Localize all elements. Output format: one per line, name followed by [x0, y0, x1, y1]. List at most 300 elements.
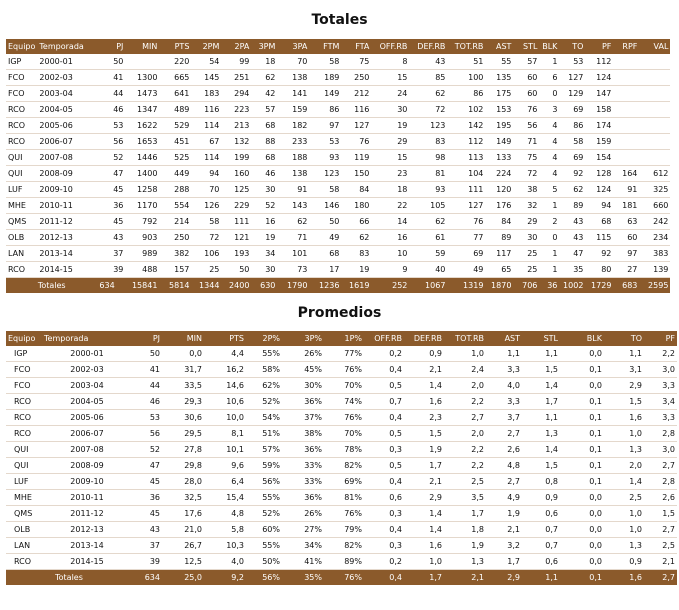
table-cell: 60%: [246, 522, 282, 538]
table-cell: 0,0: [560, 506, 604, 522]
table-cell: 159: [277, 102, 309, 118]
table-cell: 0,1: [560, 410, 604, 426]
table-cell: 10,1: [204, 442, 246, 458]
table-cell: 4,8: [204, 506, 246, 522]
table-cell: 142: [447, 118, 485, 134]
table-cell: [639, 118, 670, 134]
table-cell: MHE: [6, 198, 37, 214]
table-cell: 49: [309, 230, 341, 246]
table-cell: 43: [97, 230, 125, 246]
table-cell: 50: [97, 54, 125, 70]
table-cell: 157: [159, 262, 191, 278]
table-cell: 9: [371, 262, 409, 278]
table-cell: 1473: [125, 86, 159, 102]
table-cell: 133: [485, 150, 513, 166]
table-cell: 1: [539, 246, 559, 262]
table-cell: 2009-10: [42, 474, 132, 490]
table-cell: QUI: [6, 458, 42, 474]
table-cell: 76: [341, 134, 371, 150]
table-cell: 36: [132, 490, 162, 506]
table-cell: 63: [613, 214, 639, 230]
table-cell: 2005-06: [42, 410, 132, 426]
table-cell: 58: [191, 214, 221, 230]
column-header: MIN: [125, 39, 159, 54]
table-cell: 29,3: [162, 394, 204, 410]
table-row: [6, 198, 670, 214]
table-cell: RCO: [6, 102, 37, 118]
table-cell: LUF: [6, 474, 42, 490]
table-cell: 19: [371, 118, 409, 134]
table-cell: 4,8: [486, 458, 522, 474]
table-cell: 30: [251, 182, 277, 198]
table-cell: 116: [191, 102, 221, 118]
table-cell: 1622: [125, 118, 159, 134]
table-cell: 32,5: [162, 490, 204, 506]
table-cell: 16,2: [204, 362, 246, 378]
table-cell: RCO: [6, 554, 42, 570]
table-cell: 2,3: [404, 410, 444, 426]
table-cell: 47: [559, 246, 585, 262]
table-cell: 69%: [324, 474, 364, 490]
table-cell: 22: [371, 198, 409, 214]
table-cell: 2,4: [444, 362, 486, 378]
table-cell: 0,9: [404, 346, 444, 362]
table-cell: 45%: [282, 362, 324, 378]
table-cell: 19: [341, 262, 371, 278]
table-cell: 128: [585, 166, 613, 182]
table-cell: 94: [585, 198, 613, 214]
table-cell: 62: [409, 86, 447, 102]
table-cell: 42: [251, 86, 277, 102]
table-cell: 1,4: [404, 378, 444, 394]
table-cell: 30,6: [162, 410, 204, 426]
table-cell: 45: [132, 506, 162, 522]
table-cell: 2012-13: [37, 230, 97, 246]
table-cell: 71: [277, 230, 309, 246]
table-cell: 84: [485, 214, 513, 230]
table-cell: 4,0: [204, 554, 246, 570]
footer-cell: 56%: [246, 570, 282, 586]
table-cell: 1,0: [444, 346, 486, 362]
table-cell: 88: [251, 134, 277, 150]
table-cell: 25: [513, 262, 539, 278]
footer-cell: 252: [371, 278, 409, 294]
table-cell: 127: [447, 198, 485, 214]
table-cell: 3,5: [444, 490, 486, 506]
table-cell: 2,1: [644, 554, 677, 570]
table-row: [6, 362, 677, 378]
table-cell: [613, 54, 639, 70]
table-cell: 86: [559, 118, 585, 134]
table-cell: 39: [97, 262, 125, 278]
footer-cell: 2,7: [644, 570, 677, 586]
table-cell: 14: [371, 214, 409, 230]
table-cell: 43: [559, 214, 585, 230]
table-cell: 449: [159, 166, 191, 182]
table-row: [6, 102, 670, 118]
table-cell: 111: [447, 182, 485, 198]
column-header: AST: [485, 39, 513, 54]
table-cell: 2,5: [604, 490, 644, 506]
table-cell: 70%: [324, 426, 364, 442]
table-cell: 69: [559, 150, 585, 166]
table-cell: 1,5: [604, 394, 644, 410]
table-row: [6, 118, 670, 134]
table-cell: 94: [191, 166, 221, 182]
table-cell: 54: [191, 54, 221, 70]
table-cell: 31,7: [162, 362, 204, 378]
table-cell: 4: [539, 118, 559, 134]
table-cell: 45: [97, 182, 125, 198]
table-cell: 76%: [324, 410, 364, 426]
table-cell: 792: [125, 214, 159, 230]
table-cell: 3,2: [486, 538, 522, 554]
footer-cell: 25,0: [162, 570, 204, 586]
table-cell: 2,7: [644, 458, 677, 474]
footer-cell: 1319: [447, 278, 485, 294]
column-header: OFF.RB: [364, 331, 404, 346]
table-cell: LUF: [6, 182, 37, 198]
table-cell: IGP: [6, 346, 42, 362]
table-cell: 4: [539, 134, 559, 150]
table-cell: 19: [251, 230, 277, 246]
table-cell: 0,1: [560, 394, 604, 410]
table-cell: QMS: [6, 214, 37, 230]
table-cell: 18: [371, 182, 409, 198]
table-cell: 55%: [246, 490, 282, 506]
table-cell: 233: [277, 134, 309, 150]
column-header: DEF.RB: [404, 331, 444, 346]
table-cell: 1,0: [604, 506, 644, 522]
table-cell: 92: [559, 166, 585, 182]
table-cell: 72: [513, 166, 539, 182]
table-cell: 15,4: [204, 490, 246, 506]
footer-cell: 683: [613, 278, 639, 294]
table-cell: 9,6: [204, 458, 246, 474]
table-cell: 153: [485, 102, 513, 118]
table-cell: 55: [485, 54, 513, 70]
table-cell: [125, 54, 159, 70]
table-cell: 0,9: [604, 554, 644, 570]
table-cell: 86: [447, 86, 485, 102]
table-cell: 18: [251, 54, 277, 70]
table-cell: 4: [539, 150, 559, 166]
table-cell: 51: [447, 54, 485, 70]
table-cell: 1: [539, 198, 559, 214]
table-cell: 5: [539, 182, 559, 198]
table-cell: 135: [485, 70, 513, 86]
table-cell: 0,5: [364, 426, 404, 442]
column-header: VAL: [639, 39, 670, 54]
table-cell: 1: [539, 54, 559, 70]
table-cell: 82%: [324, 538, 364, 554]
table-cell: 2,7: [644, 522, 677, 538]
table-cell: 16: [371, 230, 409, 246]
table-cell: 189: [309, 70, 341, 86]
footer-cell: 2,1: [444, 570, 486, 586]
table-cell: 1,9: [404, 442, 444, 458]
table-cell: 1653: [125, 134, 159, 150]
table-cell: 0,5: [364, 378, 404, 394]
table-cell: 2013-14: [42, 538, 132, 554]
table-cell: 124: [585, 182, 613, 198]
table-cell: 4,0: [486, 378, 522, 394]
column-header: PF: [644, 331, 677, 346]
table-cell: 0,7: [522, 538, 560, 554]
table-cell: 119: [341, 150, 371, 166]
promedios-header-row: [6, 331, 677, 346]
table-cell: 1,5: [522, 458, 560, 474]
table-cell: 132: [221, 134, 251, 150]
table-cell: 0,4: [364, 410, 404, 426]
table-cell: 75: [341, 54, 371, 70]
table-cell: FCO: [6, 362, 42, 378]
table-cell: 525: [159, 150, 191, 166]
table-cell: 71: [513, 134, 539, 150]
footer-cell: 706: [513, 278, 539, 294]
table-cell: 45: [132, 474, 162, 490]
table-cell: 1: [539, 262, 559, 278]
table-cell: 116: [341, 102, 371, 118]
table-row: [6, 506, 677, 522]
table-cell: 106: [191, 246, 221, 262]
table-cell: 50: [309, 214, 341, 230]
table-cell: 104: [447, 166, 485, 182]
table-cell: 89: [559, 198, 585, 214]
totales-header-row: [6, 39, 670, 54]
column-header: PTS: [204, 331, 246, 346]
table-cell: 2003-04: [42, 378, 132, 394]
table-cell: OLB: [6, 522, 42, 538]
table-cell: 23: [371, 166, 409, 182]
table-cell: QMS: [6, 506, 42, 522]
table-cell: 33%: [282, 458, 324, 474]
footer-cell: 1344: [191, 278, 221, 294]
table-cell: 1,4: [404, 506, 444, 522]
table-cell: 383: [639, 246, 670, 262]
table-cell: 69: [447, 246, 485, 262]
table-cell: 2,0: [444, 426, 486, 442]
table-cell: 1,7: [486, 554, 522, 570]
table-cell: 2,6: [486, 442, 522, 458]
table-cell: 234: [639, 230, 670, 246]
table-cell: 28,0: [162, 474, 204, 490]
footer-cell: 0,4: [364, 570, 404, 586]
table-row: [6, 346, 677, 362]
table-cell: 81: [409, 166, 447, 182]
table-cell: 0: [539, 86, 559, 102]
table-cell: [613, 118, 639, 134]
table-cell: 44: [97, 86, 125, 102]
table-cell: 12,5: [162, 554, 204, 570]
table-cell: 83: [341, 246, 371, 262]
table-cell: 183: [191, 86, 221, 102]
table-cell: 3,0: [644, 442, 677, 458]
table-cell: 164: [613, 166, 639, 182]
table-cell: 75: [513, 150, 539, 166]
table-cell: 154: [585, 150, 613, 166]
footer-cell: 15841: [125, 278, 159, 294]
table-cell: 120: [485, 182, 513, 198]
table-cell: 89: [485, 230, 513, 246]
table-cell: 46: [251, 166, 277, 182]
table-cell: [639, 102, 670, 118]
promedios-footer-row: [6, 570, 677, 586]
table-cell: 0,0: [560, 554, 604, 570]
footer-cell: 1,6: [604, 570, 644, 586]
table-cell: 3,3: [486, 394, 522, 410]
table-cell: 989: [125, 246, 159, 262]
totales-title: Totales: [311, 12, 368, 28]
table-cell: 68: [309, 246, 341, 262]
table-cell: 58: [309, 182, 341, 198]
table-cell: [639, 134, 670, 150]
table-cell: 102: [447, 102, 485, 118]
table-cell: 0,7: [522, 522, 560, 538]
table-cell: QUI: [6, 442, 42, 458]
footer-cell: 2400: [221, 278, 251, 294]
table-cell: 50: [221, 262, 251, 278]
table-cell: 1,3: [522, 426, 560, 442]
table-cell: [613, 102, 639, 118]
table-cell: 6,4: [204, 474, 246, 490]
table-cell: 56: [97, 134, 125, 150]
table-cell: 10: [371, 246, 409, 262]
table-cell: 2,8: [644, 426, 677, 442]
table-cell: 53: [309, 134, 341, 150]
table-cell: 34%: [282, 538, 324, 554]
table-cell: 93: [309, 150, 341, 166]
table-cell: 242: [639, 214, 670, 230]
table-cell: 1,5: [404, 426, 444, 442]
totales-footer-row: [6, 278, 670, 294]
table-cell: 2012-13: [42, 522, 132, 538]
table-cell: 193: [221, 246, 251, 262]
table-cell: 35: [559, 262, 585, 278]
table-cell: 68: [251, 118, 277, 134]
table-cell: 2014-15: [42, 554, 132, 570]
table-cell: 3,7: [486, 410, 522, 426]
table-cell: 97: [309, 118, 341, 134]
footer-cell: 0,1: [560, 570, 604, 586]
table-cell: 176: [485, 198, 513, 214]
table-cell: 62: [409, 214, 447, 230]
table-cell: 38%: [282, 426, 324, 442]
table-cell: 2,2: [644, 346, 677, 362]
table-cell: 1,9: [444, 538, 486, 554]
table-cell: [639, 70, 670, 86]
table-cell: IGP: [6, 54, 37, 70]
table-cell: 1,1: [522, 410, 560, 426]
table-cell: 488: [125, 262, 159, 278]
table-cell: 2008-09: [37, 166, 97, 182]
column-header: 2PA: [221, 39, 251, 54]
footer-cell: 1,1: [522, 570, 560, 586]
table-cell: 180: [341, 198, 371, 214]
table-cell: 1,6: [404, 394, 444, 410]
table-cell: 1,1: [486, 346, 522, 362]
table-cell: 68: [251, 150, 277, 166]
column-header: PJ: [132, 331, 162, 346]
table-cell: 1,3: [604, 538, 644, 554]
table-cell: 150: [341, 166, 371, 182]
table-cell: FCO: [6, 378, 42, 394]
table-cell: 62: [277, 214, 309, 230]
table-cell: 3,3: [644, 378, 677, 394]
table-cell: 29,5: [162, 426, 204, 442]
footer-label: Totales: [6, 570, 132, 586]
table-cell: 27: [613, 262, 639, 278]
table-cell: 39: [132, 554, 162, 570]
column-header: 3PM: [251, 39, 277, 54]
table-cell: 85: [409, 70, 447, 86]
table-cell: 146: [309, 198, 341, 214]
table-cell: 29: [371, 134, 409, 150]
table-cell: 2,7: [486, 474, 522, 490]
table-cell: 10,6: [204, 394, 246, 410]
table-cell: 294: [221, 86, 251, 102]
footer-cell: 1002: [559, 278, 585, 294]
table-row: [6, 426, 677, 442]
table-row: [6, 394, 677, 410]
table-cell: 53: [559, 54, 585, 70]
table-cell: 29: [513, 214, 539, 230]
table-cell: 2,1: [486, 522, 522, 538]
table-cell: 30: [251, 262, 277, 278]
table-cell: 1,4: [404, 522, 444, 538]
table-cell: 127: [559, 70, 585, 86]
table-row: [6, 410, 677, 426]
table-cell: 98: [409, 150, 447, 166]
table-cell: 1,7: [444, 506, 486, 522]
table-cell: 34: [251, 246, 277, 262]
table-cell: 4,9: [486, 490, 522, 506]
table-cell: 2007-08: [42, 442, 132, 458]
table-cell: 0,6: [522, 554, 560, 570]
table-cell: 250: [341, 70, 371, 86]
table-cell: 29,8: [162, 458, 204, 474]
table-cell: 0: [539, 230, 559, 246]
table-cell: 26%: [282, 506, 324, 522]
table-cell: [613, 150, 639, 166]
table-cell: 59%: [246, 458, 282, 474]
column-header: DEF.RB: [409, 39, 447, 54]
table-cell: 97: [613, 246, 639, 262]
table-cell: 49: [447, 262, 485, 278]
table-cell: 1300: [125, 70, 159, 86]
table-cell: 175: [485, 86, 513, 102]
table-cell: 1,5: [644, 506, 677, 522]
table-cell: 2004-05: [42, 394, 132, 410]
table-cell: 3: [539, 102, 559, 118]
table-cell: 27%: [282, 522, 324, 538]
table-cell: 74%: [324, 394, 364, 410]
table-cell: 50%: [246, 554, 282, 570]
table-cell: 77: [447, 230, 485, 246]
table-cell: FCO: [6, 70, 37, 86]
column-header: 2P%: [246, 331, 282, 346]
table-cell: 0,5: [364, 458, 404, 474]
table-cell: 91: [613, 182, 639, 198]
table-cell: 149: [309, 86, 341, 102]
table-cell: 641: [159, 86, 191, 102]
table-cell: 159: [585, 134, 613, 150]
table-cell: 70: [191, 182, 221, 198]
table-cell: 554: [159, 198, 191, 214]
table-cell: 50: [132, 346, 162, 362]
table-cell: 55%: [246, 538, 282, 554]
table-cell: 46: [97, 102, 125, 118]
